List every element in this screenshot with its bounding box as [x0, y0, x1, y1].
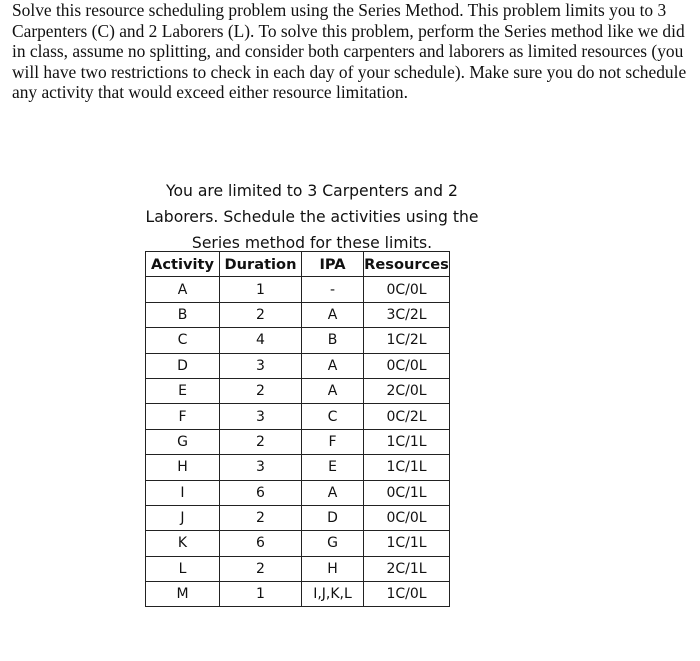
table-row: [146, 404, 450, 429]
ipa-cell: H: [302, 556, 364, 581]
ipa-cell: F: [302, 429, 364, 454]
duration-cell: 4: [220, 328, 302, 353]
duration-cell: 1: [220, 582, 302, 607]
ipa-cell: I,J,K,L: [302, 582, 364, 607]
activity-cell: I: [146, 480, 220, 505]
ipa-cell: A: [302, 302, 364, 327]
ipa-cell: G: [302, 531, 364, 556]
resources-cell: 0C/0L: [364, 353, 450, 378]
table-row: [146, 277, 450, 302]
resources-cell: 3C/2L: [364, 302, 450, 327]
table-row: [146, 429, 450, 454]
resources-cell: 1C/1L: [364, 429, 450, 454]
resources-cell: 1C/2L: [364, 328, 450, 353]
header-activity: Activity: [146, 252, 220, 277]
ipa-cell: A: [302, 353, 364, 378]
activity-cell: B: [146, 302, 220, 327]
table-row: [146, 582, 450, 607]
duration-cell: 1: [220, 277, 302, 302]
duration-cell: 2: [220, 302, 302, 327]
resources-cell: 1C/1L: [364, 455, 450, 480]
ipa-cell: B: [302, 328, 364, 353]
table-row: [146, 378, 450, 403]
table-row: [146, 505, 450, 530]
activity-cell: M: [146, 582, 220, 607]
table-row: [146, 353, 450, 378]
duration-cell: 3: [220, 353, 302, 378]
activity-cell: C: [146, 328, 220, 353]
duration-cell: 2: [220, 505, 302, 530]
resources-cell: 1C/0L: [364, 582, 450, 607]
table-header-row: [146, 252, 450, 277]
duration-cell: 6: [220, 531, 302, 556]
header-resources: Resources: [364, 252, 450, 277]
table-row: [146, 480, 450, 505]
activity-cell: G: [146, 429, 220, 454]
table-row: [146, 455, 450, 480]
activity-cell: E: [146, 378, 220, 403]
ipa-cell: D: [302, 505, 364, 530]
duration-cell: 6: [220, 480, 302, 505]
activity-table: [145, 251, 450, 607]
activity-cell: H: [146, 455, 220, 480]
activity-cell: K: [146, 531, 220, 556]
activity-cell: J: [146, 505, 220, 530]
duration-cell: 3: [220, 404, 302, 429]
duration-cell: 2: [220, 378, 302, 403]
ipa-cell: E: [302, 455, 364, 480]
duration-cell: 2: [220, 429, 302, 454]
table-row: [146, 556, 450, 581]
table-intro: You are limited to 3 Carpenters and 2 Laborers. Schedule the activities using the Series method for these limits.: [145, 182, 479, 252]
resources-cell: 0C/2L: [364, 404, 450, 429]
activity-cell: A: [146, 277, 220, 302]
ipa-cell: A: [302, 378, 364, 403]
resources-cell: 0C/0L: [364, 277, 450, 302]
resources-cell: 2C/1L: [364, 556, 450, 581]
resources-cell: 2C/0L: [364, 378, 450, 403]
resources-cell: 1C/1L: [364, 531, 450, 556]
table-row: [146, 302, 450, 327]
activity-cell: F: [146, 404, 220, 429]
header-duration: Duration: [220, 252, 302, 277]
ipa-cell: -: [302, 277, 364, 302]
activity-cell: L: [146, 556, 220, 581]
table-row: [146, 531, 450, 556]
duration-cell: 3: [220, 455, 302, 480]
table-row: [146, 328, 450, 353]
resources-cell: 0C/0L: [364, 505, 450, 530]
activity-cell: D: [146, 353, 220, 378]
resources-cell: 0C/1L: [364, 480, 450, 505]
header-ipa: IPA: [302, 252, 364, 277]
ipa-cell: A: [302, 480, 364, 505]
duration-cell: 2: [220, 556, 302, 581]
problem-statement: Solve this resource scheduling problem using the Series Method. This problem limits you to 3 Carpenters (C) and 2 Laborers (L). To solve this problem, perform the Series method like we did in class, assume no splitting, and consider both carpenters and laborers as limited resources (you will have two restrictions to check in each day of your schedule). Make sure you do not schedule any activity that would exceed either resource limitation.: [12, 0, 687, 103]
ipa-cell: C: [302, 404, 364, 429]
